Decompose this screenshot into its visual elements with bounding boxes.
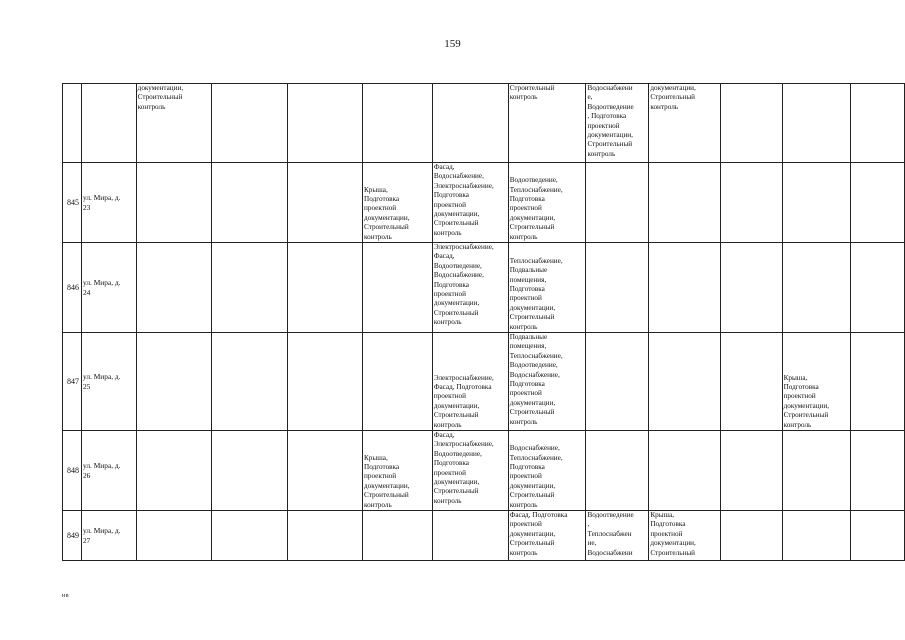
table-cell <box>212 243 287 333</box>
table-cell <box>287 333 362 431</box>
table-cell <box>287 243 362 333</box>
table-cell <box>649 163 721 243</box>
table-cell <box>586 431 649 511</box>
table-cell <box>721 333 782 431</box>
table-cell: Фасад, Водоснабжение, Электроснабжение, Подготовка проектной документации, Строительный контроль <box>432 163 508 243</box>
table-cell <box>586 333 649 431</box>
table-cell <box>782 511 851 561</box>
table-cell: Крыша, Подготовка проектной документации, Строительный контроль <box>363 431 433 511</box>
table-cell <box>432 84 508 163</box>
row-number <box>63 84 82 163</box>
table-cell <box>851 511 905 561</box>
table-cell <box>782 243 851 333</box>
table-row <box>63 243 905 333</box>
row-number: 849 <box>63 511 82 561</box>
table-cell: Водоотведение , Теплоснабжен ие, Водоснабжени <box>586 511 649 561</box>
table-cell <box>586 243 649 333</box>
table-cell <box>287 84 362 163</box>
table-cell <box>649 333 721 431</box>
table-cell <box>212 163 287 243</box>
table-row <box>63 84 905 163</box>
table-cell <box>721 511 782 561</box>
table-cell: Крыша, Подготовка проектной документации, Строительный контроль <box>782 333 851 431</box>
table-cell: Теплоснабжение, Подвальные помещения, Подготовка проектной документации, Строительный контроль <box>508 243 586 333</box>
table-cell: Электроснабжение, Фасад, Подготовка проектной документации, Строительный контроль <box>432 333 508 431</box>
table-cell <box>287 511 362 561</box>
table-cell <box>136 163 212 243</box>
table-cell <box>586 163 649 243</box>
table-cell <box>363 511 433 561</box>
table-row <box>63 511 905 561</box>
table-row <box>63 431 905 511</box>
table-cell: Электроснабжение, Фасад, Водоотведение, Водоснабжение, Подготовка проектной документации, Строительный контроль <box>432 243 508 333</box>
table-cell <box>136 431 212 511</box>
row-number: 846 <box>63 243 82 333</box>
table-cell <box>287 163 362 243</box>
row-address: ул. Мира, д. 23 <box>81 163 136 243</box>
table-cell <box>212 511 287 561</box>
table-cell <box>721 243 782 333</box>
table-cell: Крыша, Подготовка проектной документации, Строительный контроль <box>363 163 433 243</box>
row-number: 845 <box>63 163 82 243</box>
table-cell: Водоотведение, Теплоснабжение, Подготовка проектной документации, Строительный контроль <box>508 163 586 243</box>
table-cell <box>851 431 905 511</box>
table-cell <box>721 431 782 511</box>
table-cell <box>287 431 362 511</box>
row-number: 847 <box>63 333 82 431</box>
table-cell <box>136 511 212 561</box>
table-cell: Водоснабжение, Теплоснабжение, Подготовка проектной документации, Строительный контроль <box>508 431 586 511</box>
table-cell <box>851 333 905 431</box>
table-cell <box>363 243 433 333</box>
table-cell: Подвальные помещения, Теплоснабжение, Водоотведение, Водоснабжение, Подготовка проектной документации, Строительный контроль <box>508 333 586 431</box>
table-cell <box>363 333 433 431</box>
table-cell: Фасад, Подготовка проектной документации, Строительный контроль <box>508 511 586 561</box>
table-cell: Крыша, Подготовка проектной документации, Строительный <box>649 511 721 561</box>
table-cell: документации, Строительный контроль <box>649 84 721 163</box>
footer-mark: нв <box>62 593 70 599</box>
table-cell <box>782 163 851 243</box>
row-number: 848 <box>63 431 82 511</box>
row-address: ул. Мира, д. 25 <box>81 333 136 431</box>
table-cell <box>136 333 212 431</box>
table-cell <box>782 431 851 511</box>
table-cell <box>649 431 721 511</box>
table-cell <box>432 511 508 561</box>
row-address <box>81 84 136 163</box>
table-cell <box>721 84 782 163</box>
table-cell <box>782 84 851 163</box>
table-cell <box>212 84 287 163</box>
table-cell: Строительный контроль <box>508 84 586 163</box>
page-number: 159 <box>444 38 461 50</box>
table-cell <box>851 84 905 163</box>
table-cell <box>363 84 433 163</box>
table-cell <box>212 333 287 431</box>
table-cell <box>136 243 212 333</box>
table-cell: Фасад, Электроснабжение, Водоотведение, Подготовка проектной документации, Строительный контроль <box>432 431 508 511</box>
table-cell <box>851 163 905 243</box>
table-row <box>63 163 905 243</box>
table-cell <box>649 243 721 333</box>
row-address: ул. Мира, д. 26 <box>81 431 136 511</box>
table-cell: Водоснабжени е, Водоотведение , Подготовка проектной документации, Строительный контроль <box>586 84 649 163</box>
table-cell <box>212 431 287 511</box>
table-cell <box>721 163 782 243</box>
address-works-table <box>62 83 905 561</box>
row-address: ул. Мира, д. 27 <box>81 511 136 561</box>
row-address: ул. Мира, д. 24 <box>81 243 136 333</box>
table-row <box>63 333 905 431</box>
table-cell <box>851 243 905 333</box>
table-cell: документации, Строительный контроль <box>136 84 212 163</box>
